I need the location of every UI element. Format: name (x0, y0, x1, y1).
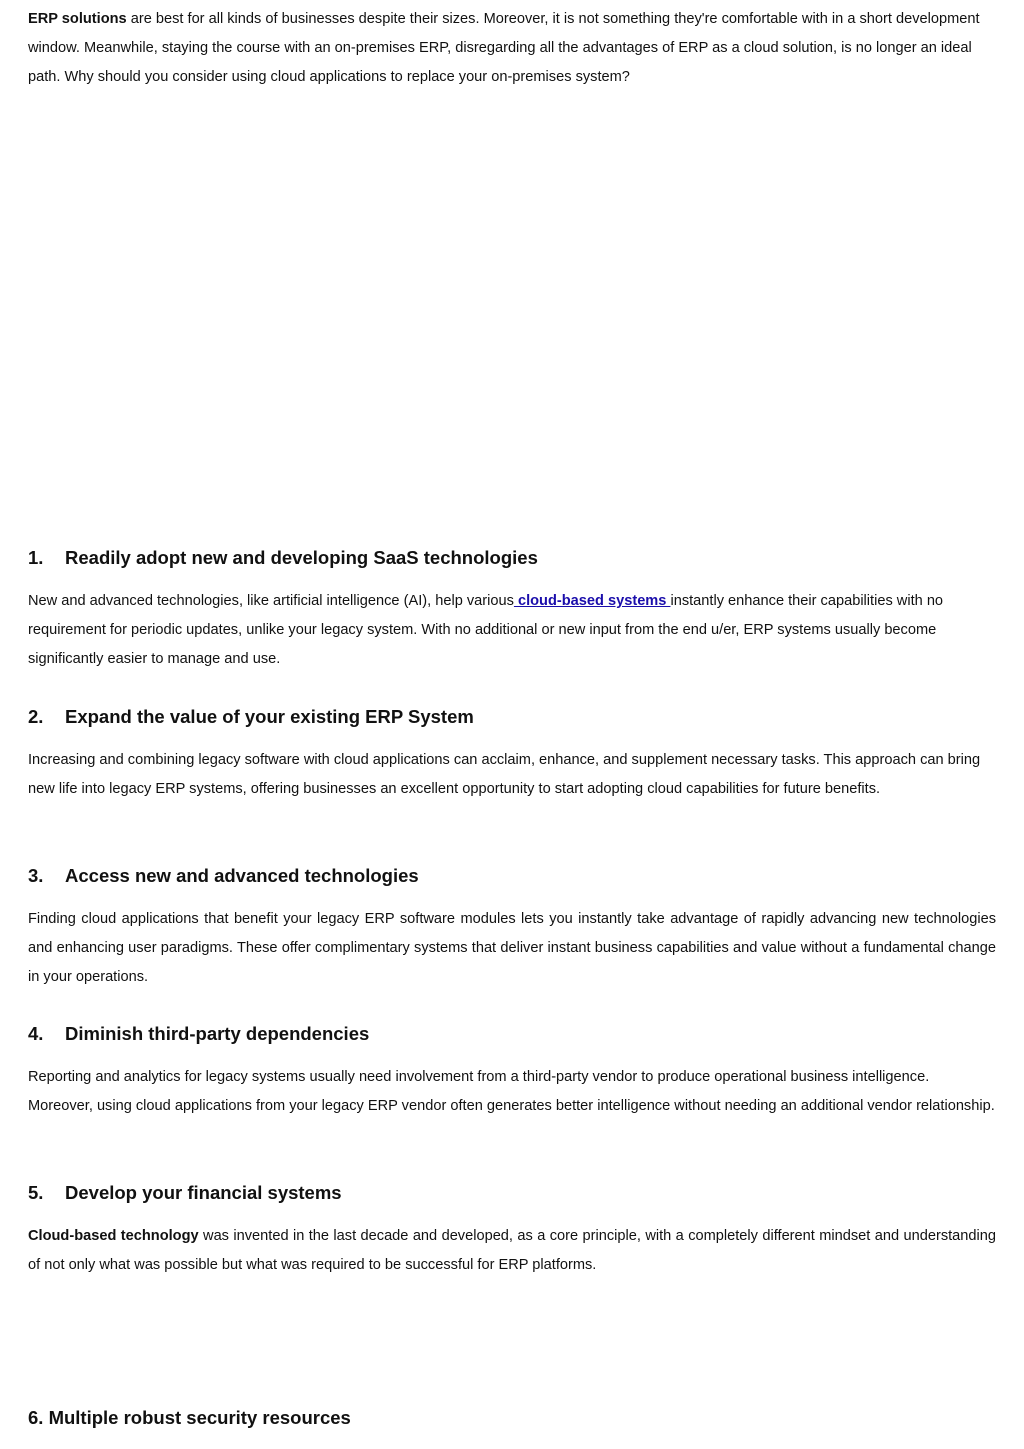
section-5-heading (28, 1179, 996, 1207)
intro-text: are best for all kinds of businesses despite their sizes. Moreover, it is not something they're comfortable with in a short development window. Meanwhile, staying the course with an on-premises ERP, disregarding all the advantages of ERP as a cloud solution, is no longer an ideal path. Why should you consider using cloud applications to replace your on-premises system? (28, 11, 980, 86)
section-4-title: Diminish third-party dependencies (65, 1023, 370, 1044)
section-3-heading (28, 862, 996, 890)
section-6-heading (28, 1404, 996, 1432)
section-1-title: Readily adopt new and developing SaaS technologies (65, 547, 538, 568)
section-4-heading (28, 1020, 996, 1048)
section-2-title: Expand the value of your existing ERP System (65, 706, 474, 727)
section-3-paragraph: Finding cloud applications that benefit your legacy ERP software modules lets you instantly take advantage of rapidly advancing new technologies and enhancing user paradigms. These offer complimentary systems that deliver instant business capabilities and value without a fundamental change in your operations. (28, 911, 996, 986)
section-1-number: 1. (28, 547, 44, 568)
section-4-paragraph: Reporting and analytics for legacy systems usually need involvement from a third-party vendor to produce operational business intelligence. Moreover, using cloud applications from your legacy ERP vendor often generates better intelligence without needing an additional vendor relationship. (28, 1069, 995, 1115)
section-6-title: Multiple robust security resources (48, 1407, 351, 1428)
section-3-number: 3. (28, 865, 44, 886)
section-4-number: 4. (28, 1023, 44, 1044)
section-5-number: 5. (28, 1182, 44, 1203)
section-5-title: Develop your financial systems (65, 1182, 342, 1203)
section-3-title: Access new and advanced technologies (65, 865, 419, 886)
intro-lead-bold: ERP solutions (28, 11, 127, 27)
section-2-paragraph: Increasing and combining legacy software with cloud applications can acclaim, enhance, and supplement necessary tasks. This approach can bring new life into legacy ERP systems, offering businesses an excellent opportunity to start adopting cloud capabilities for future benefits. (28, 752, 981, 798)
section-1-text-after-link: instantly enhance their capabilities with no requirement for periodic updates, unlike your legacy system. With no additional or new input from the end u/er, ERP systems usually become significantly easier to manage and use. (28, 593, 944, 668)
section-6 (28, 1404, 996, 1432)
section-5-paragraph (28, 1222, 996, 1280)
section-1 (28, 544, 996, 668)
section-2-heading (28, 703, 996, 731)
section-4 (28, 1020, 996, 1115)
cloud-based-systems-link[interactable]: cloud-based systems (513, 593, 671, 609)
section-2 (28, 703, 996, 798)
section-6-number: 6. (28, 1407, 44, 1428)
section-5-text: was invented in the last decade and developed, as a core principle, with a completely different mindset and understanding of not only what was possible but what was required to be successful for ERP platforms. (28, 1228, 996, 1274)
section-3 (28, 862, 996, 986)
section-5-lead-bold: Cloud-based technology (28, 1228, 199, 1244)
section-1-text-before-link: New and advanced technologies, like artificial intelligence (AI), help various (28, 593, 514, 609)
section-1-heading (28, 544, 996, 572)
section-2-number: 2. (28, 706, 44, 727)
section-5 (28, 1179, 996, 1274)
intro-paragraph (28, 5, 996, 93)
section-1-paragraph (28, 587, 996, 675)
